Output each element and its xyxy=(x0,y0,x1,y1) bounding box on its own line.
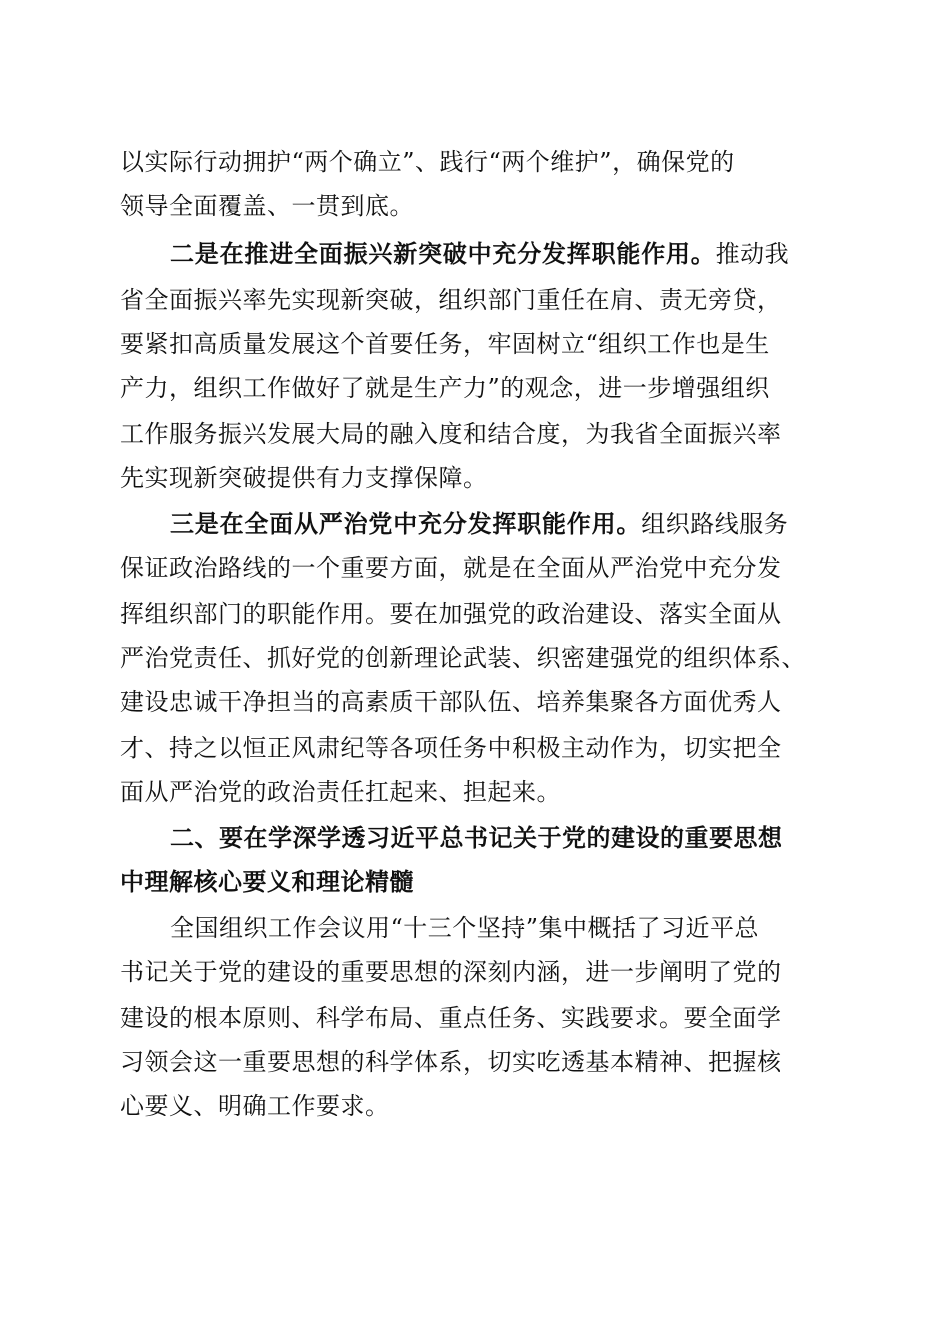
paragraph-text: 组织路线服务 xyxy=(641,510,789,538)
text-line xyxy=(0,232,950,276)
text-line: 领导全面覆盖、一贯到底。 xyxy=(120,192,414,220)
text-line: 工作服务振兴发展大局的融入度和结合度，为我省全面振兴率 xyxy=(120,420,782,448)
paragraph-lead: 二是在推进全面振兴新突破中充分发挥职能作用。 xyxy=(170,239,716,268)
section-heading: 中理解核心要义和理论精髓 xyxy=(120,868,414,896)
text-line: 要紧扣高质量发展这个首要任务，牢固树立“组织工作也是生 xyxy=(120,330,770,358)
text-line: 心要义、明确工作要求。 xyxy=(120,1092,390,1120)
text-line: 才、持之以恒正风肃纪等各项任务中积极主动作为，切实把全 xyxy=(120,734,782,762)
text-line: 书记关于党的建设的重要思想的深刻内涵，进一步阐明了党的 xyxy=(120,958,782,986)
text-line: 省全面振兴率先实现新突破，组织部门重任在肩、责无旁贷， xyxy=(120,286,782,314)
text-line: 全国组织工作会议用“十三个坚持”集中概括了习近平总 xyxy=(170,914,760,942)
text-line: 保证政治路线的一个重要方面，就是在全面从严治党中充分发 xyxy=(120,554,782,582)
text-line: 建设忠诚干净担当的高素质干部队伍、培养集聚各方面优秀人 xyxy=(120,688,782,716)
text-line: 严治党责任、抓好党的创新理论武装、织密建强党的组织体系、 xyxy=(120,644,806,672)
text-line: 先实现新突破提供有力支撑保障。 xyxy=(120,464,488,492)
text-line: 习领会这一重要思想的科学体系，切实吃透基本精神、把握核 xyxy=(120,1048,782,1076)
text-line xyxy=(0,502,950,546)
section-heading: 二、要在学深学透习近平总书记关于党的建设的重要思想 xyxy=(170,824,783,852)
text-line: 挥组织部门的职能作用。要在加强党的政治建设、落实全面从 xyxy=(120,600,782,628)
text-line: 以实际行动拥护“两个确立”、践行“两个维护”，确保党的 xyxy=(120,148,735,176)
paragraph-lead: 三是在全面从严治党中充分发挥职能作用。 xyxy=(170,509,642,538)
paragraph-text: 推动我 xyxy=(715,240,790,268)
text-line: 建设的根本原则、科学布局、重点任务、实践要求。要全面学 xyxy=(120,1004,782,1032)
text-line: 产力，组织工作做好了就是生产力”的观念，进一步增强组织 xyxy=(120,374,770,402)
text-line: 面从严治党的政治责任扛起来、担起来。 xyxy=(120,778,561,806)
